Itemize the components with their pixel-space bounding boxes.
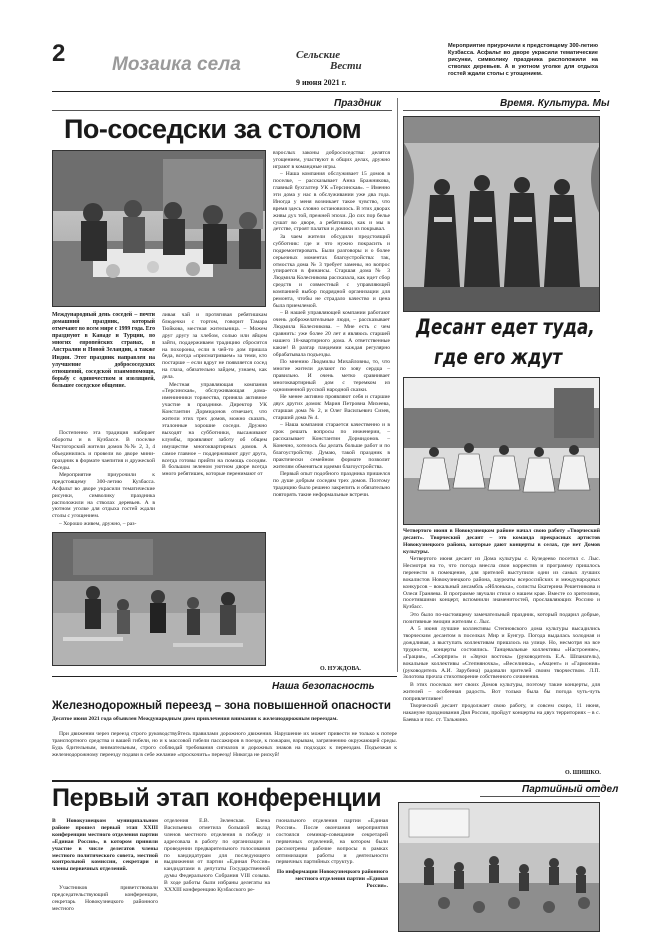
article1-col3-p4: – В нашей управляющей компании работают очень доброжелательные люди, – рассказывает Людмила Колесникова. – Мне есть с чем сравнить: уже более 20 лет я являюсь старшей нашего 18-квартирного дома. А ответственные какие! В разгар пандемии каждая регулярно обрабатывала подъезды. [273,310,390,358]
masthead-logo [296,49,382,79]
article2-p3: А 5 июня лучшие коллективы Степновского дома культуры высадились творческим десантом в поселках Мир и Бунгур. Погода выдалась холодная и дождливая, а выступать коллективам пришлось на улице. Но, несмотря на все трудности, концерты состоялись. Танцевальные коллективы «Настроение», «Грация», «Сюрприз» и «Звуки востока» (руководитель Е.А. Шпанагель), вокальные коллективы «Степняночка», «Веселинка», «Акцент» и «Гармония» (руководитель А.И. Зарубина) радовали зрителей своим творчеством. Л.П. Золотова прочла стихотворение собственного сочинения. [403,626,600,681]
article1-col3 [273,150,390,499]
headline-neighbors: По-соседски за столом [64,114,362,144]
article2-lead: Четвертого июня в Новокузнецком районе начал свою работу «Творческий десант». Творческий десант – это команда прекрасных артистов Новокузнецкого района, которые дают концерты в селах, где нет Домов культуры. [403,528,600,555]
photo-neighbors-table [52,150,266,307]
headline-desant-1: Десант едет туда, [416,315,595,339]
column-divider [397,98,398,672]
article1-col1 [52,430,155,528]
article2-author: О. ШИШКО. [565,770,601,776]
article1-author: О. НУЖДОВА. [320,666,361,672]
photo-children-yard [52,532,266,666]
article1-col3-p1: взрослых законы добрососедства: делятся угощением, участвуют в общих делах, дружно играют в командные игры. [273,150,390,170]
rubric-prazdnik: Праздник [334,98,382,109]
article1-col1-p2: Мероприятие приурочили к предстоящему 300-летию Кузбасса. Асфальт во дворе украсили тематические рисунки, символику праздника расположили на стволах деревьев. А в уютном уголке для отдыха гостей ждали столы с угощением. [52,471,155,520]
article2-p2: Это было по-настоящему замечательный праздник, который подарил добрые, позитивные эмоции жителям с. Лыс. [403,611,600,625]
rubric-line-2 [403,110,600,111]
article1-col2-p2: Местная управляющая компания «Терсинская», обслуживающая дома-именинники торжества, приняла активное участие в празднике. Директор УК Константин Дормидонов отмечает, что жители этих трех домов, можно сказать, эталонные хорошие соседи. Дружно выходят на субботники, высаживают клумбы, проявляют заботу об общем имуществе многоквартирных домов. А самое главное – поддерживают друг друга, всегда готовы прийти на помощь соседям. В большом зеленом уютном дворе всегда много ребятишек, которые перенимают от [162,381,267,478]
article4-col3-p1: гионального отделения партии «Единая Россия». После окончания мероприятия состоялся семинар-совещание секретарей первичных отделений, на котором были рассмотрены рабочие вопросы в рамках оптимизации работы и деятельности первичных партийных структур. [276,818,388,866]
article4-source: По информации Новокузнецкого районного местного отделения партии «Единая Россия». [276,869,388,890]
masthead-rule [52,91,600,92]
article1-col1-p1: Постепенно эта традиция набирает обороты и в Кузбассе. В поселке Чистогорский жители домов №№ 2, 3, 4 объединились и провели во дворе мини-праздник в формате чаепития и дружеской беседы. [52,430,155,471]
logo-text-2: Вести [330,60,362,72]
photo-singers-stage-image [404,117,600,312]
article4-col2 [164,818,270,894]
rubric-party: Партийный отдел [522,784,619,795]
headline-railway: Железнодорожный переезд – зона повышенной опасности [52,700,391,712]
article2-p4: В этих поселках нет своих Домов культуры, поэтому такие концерты, для жителей – особенная радость. Вот только была бы погода чуть-чуть попривлетливее! [403,681,600,702]
article4-col1 [52,885,158,913]
article1-col2-p1: ливая чай и протягивая ребятишкам блюдечки с тортом, говорит Тамара Тюйкова, местная жительница. – Можем друг другу за хлебом, солью или яйцом зайти, поддерживаем традицию сбросится на похороны, если в чей-то дом пришла беда, всегда «присматриваем» за теми, кто постарше – если вдруг не появляется сосед на глаза, обязательно зайдем, узнаем, как дела. [162,312,267,381]
article1-col2 [162,312,267,479]
article1-col3-p5: По мнению Людмилы Михайловны, то, что многие жители делают по зову сердца – правильно. И очень метко сравнивает многоквартирный дом с теремком из одноименной русской народной сказки. [273,359,390,393]
article4-lead: В Новокузнецком муниципальном районе прошел первый этап XXIII конференции местного отделения партии «Единая Россия», в котором приняли участие в числе делегатов члены местного политического совета, местной контрольной комиссии, секретари и члены первичных отделений. [52,818,158,873]
rubric-line [52,110,392,111]
article2-body [403,556,600,724]
article4-col1-p1: Участников приветствовали председательствующий конференции, секретарь Новокузнецкого районного местного [52,885,158,912]
article1-col3-p2: – Наша компания обслуживает 15 домов в поселке, – рассказывает Анна Бражникова, главный бухгалтер УК «Терсинская». – Именно эти дома у нас в обслуживании уже два года. Иногда у меня возникает такое чувство, что время здесь словно остановилось. В этих дворах живы дух той, прежней эпохи. До сих пор белье сушат во дворе, а ребятишки, как и мы в детстве, строят палатки и домики из покрывал. [273,171,390,233]
article1-col3-p7: – Наша компания старается качественно и в срок решать вопросы по инженерии, – рассказывает Константин Дормидонов. – Конечно, хотелось бы делать больше работ и по благоустройству. Думаю, такой праздник в практически семейном формате позволит жителям обменяться идеями благоустройства. [273,422,390,470]
issue-date: 9 июня 2021 г. [296,78,347,87]
photo-singers-stage [403,116,600,312]
photo-dancers-outdoor [403,377,600,525]
article2-p1: Четвертого июня десант из Дома культуры с. Кузедеево посетил с. Лыс. Несмотря на то, что погода внесла свои корректив и программу пришлось перенести в помещение, для зрителей выступили одни из самых лучших вокалистов Новокузнецкого района, лауреаты всероссийских и международных конкурсов – вокальный ансамбль «Яблонька», солисты Екатерина Решетникова и Олеся Граняева. В программе звучали стихи о нашем крае. Вместе со зрителями, посетившими концерт, вспомнили знаменитостей, прославляющих Россию и Кузбасс. [403,556,600,611]
page-number: 2 [52,40,66,67]
article1-col3-p6: Не менее активно проявляют себя и старшие двух других домов: Мария Петровна Михеева, старшая дома № 2, и Олег Васильевич Сизев, старший дома № 4. [273,394,390,421]
rubric-safety: Наша безопасность [272,681,375,692]
photo-dancers-outdoor-image [404,378,600,525]
rubric-line-4 [480,796,600,797]
party-top-rule [52,780,600,782]
article3-lead: Десятое июня 2021 года объявлен Международным днем привлечения внимания к железнодорожным переездам. [52,716,338,722]
section-title: Мозаика села [112,54,241,75]
headline-desant-2: где его ждут [434,345,563,369]
rubric-culture: Время. Культура. Мы [500,98,610,109]
article4-col2-p1: отделения Е.В. Зеленская. Елена Васильевна отметила большой вклад членов местного отделения в победу и адресовала в работу по организации и проведении предварительного голосования по кандидатурам для последующего выдвижения от партии «Единая Россия» кандидатами в депутаты Государственной думы Федерального Собрания VIII созыва. В ходе работы были избраны делегаты на XXXIII конференцию Кузбасского ре- [164,818,270,894]
photo-conference-hall [398,802,600,932]
article1-col3-p8: Первый опыт подобного праздника пришелся по душе добрым соседям трех домов. Поэтому традицию было решено закрепить и обязательно повторять такие неформальные встречи. [273,471,390,498]
article3-p1: При движении через переезд строго руководствуйтесь правилами дорожного движения. Нарушение их может привести не только к потере транспортного средства и вашей гибели, но и к массовой гибели пассажиров в поезде, к пожарам, взрывам, загрязнению окружающей среды. Будь бдительным, внимательным, строго соблюдай требования сигналов и дорожных знаков на подходах к переездам. Подъезжая к железнодорожному переезду подави в себе желание «проскочить» переезд! Никогда не рискуй! [52,731,397,758]
article1-lead: Международный день соседей – почти домашний праздник, который отмечают во всем мире с 1999 года. Его празднуют в Канаде и Турции, во многих европейских странах, в Австралии и Новой Зеландии, а также Индии. Этот праздник направлен на улучшение добрососедских отношений, соседской взаимопомощи, борьбу с одиночеством и изоляцией, большее соседское общение. [52,312,155,389]
logo-text-1: Сельские [296,49,341,61]
article1-col3-p3: За чаем жители обсудили предстоящий субботник: где и что нужно покрасить и подремонтировать. Были разговоры и о более серьезных моментах благоустройства: так, отмостка дома № 3 требует замены, но вопрос упирается в финансы. Старшая дома № 3 Людмила Колесникова рассказала, как идет сбор средств и совместный с управляющей компанией выбор подрядной организации для ремонта, чтобы не страдало качество и цена была приемлемой. [273,233,390,309]
headline-conference: Первый этап конференции [52,784,382,812]
article2-p5: Творческий десант продолжает свою работу, и совсем скоро, 11 июня, накануне празднования Дня России, пройдут концерты на двух территориях – в с. Баевка и пос. ст. Тальжино. [403,703,600,723]
safety-top-rule [52,676,397,677]
article4-col3 [276,818,388,891]
corner-note: Мероприятие приурочили к предстоящему 300-летию Кузбасса. Асфальт во дворе украсили тематические рисунки, символику праздника расположили на стволах деревьев. А в уютном уголке для отдыха гостей ждали столы с угощением. [448,43,598,77]
article3-body [52,731,397,759]
photo-conference-hall-image [399,803,600,932]
photo-neighbors-table-image [53,151,266,307]
article1-col1-p3: – Хорошо живем, дружно, – раз- [59,520,137,527]
photo-children-yard-image [53,533,266,666]
